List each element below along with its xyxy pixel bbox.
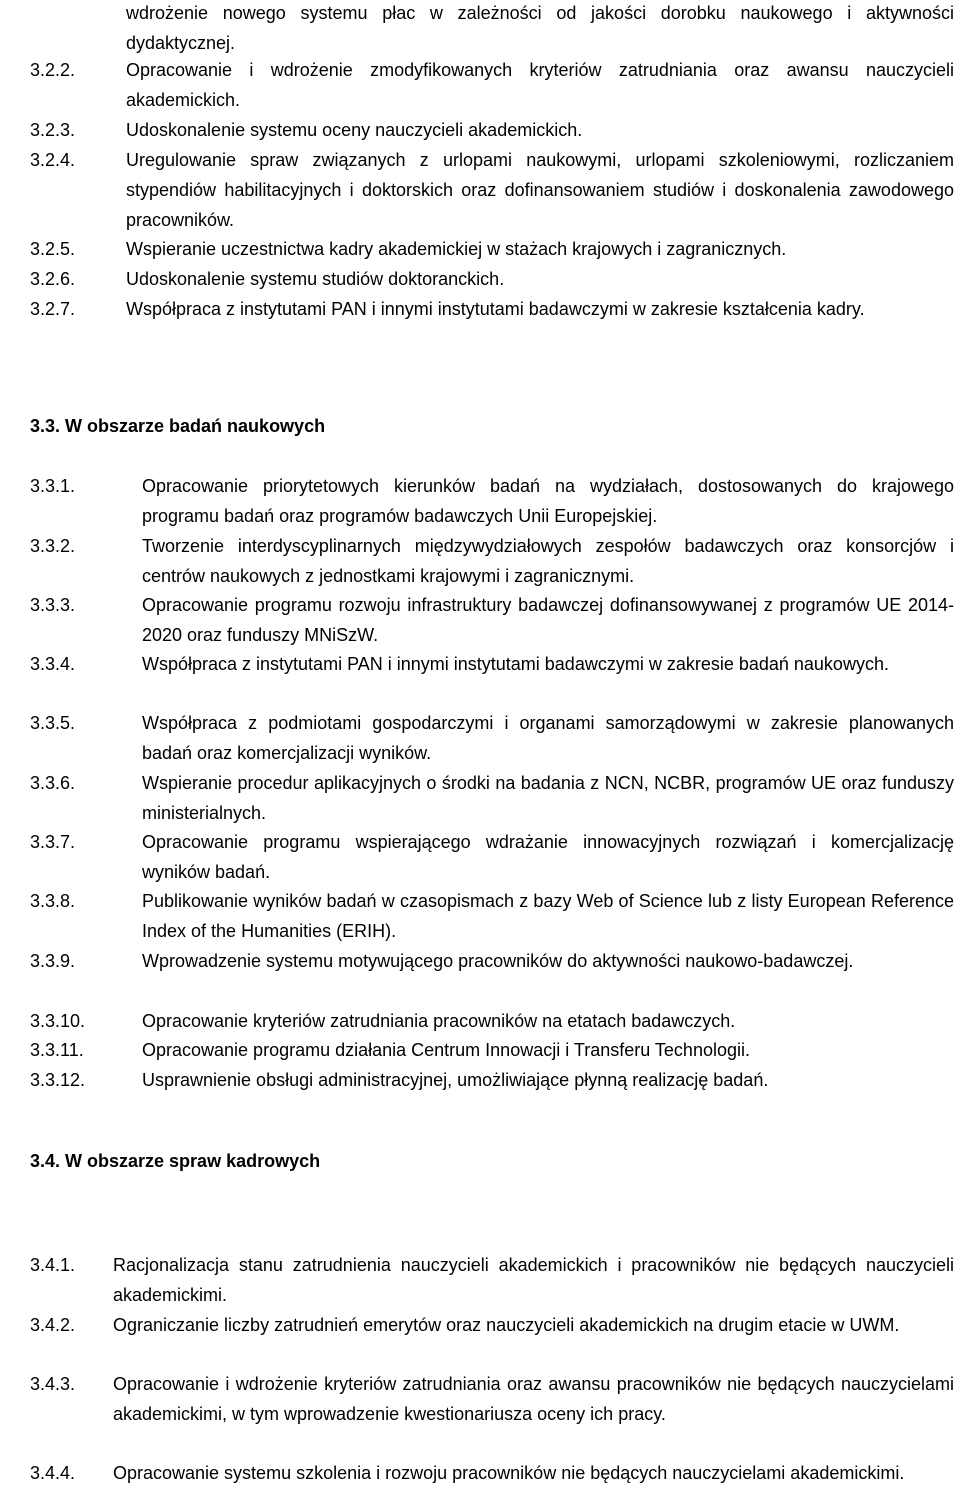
item-text: Usprawnienie obsługi administracyjnej, umożliwiające płynną realizację badań.	[142, 1070, 769, 1090]
item-text: Uregulowanie spraw związanych z urlopami naukowymi, urlopami szkoleniowymi, rozliczaniem stypendiów habilitacyjnych i doktorskich oraz dofinansowaniem studiów i doskonalenia zawodowego pracowników.	[126, 150, 954, 230]
item-text: Opracowanie i wdrożenie zmodyfikowanych kryteriów zatrudniania oraz awansu nauczycieli akademickich.	[126, 60, 954, 110]
list-item-3-3-12	[30, 1065, 954, 1095]
item-text: Opracowanie programu wspierającego wdrażanie innowacyjnych rozwiązań i komercjalizację wyników badań.	[142, 832, 954, 882]
list-item-3-3-11	[30, 1035, 954, 1065]
list-item-3-2-6	[30, 264, 954, 294]
item-text: Wspieranie procedur aplikacyjnych o środki na badania z NCN, NCBR, programów UE oraz funduszy ministerialnych.	[142, 773, 954, 823]
item-number: 3.2.3.	[30, 120, 76, 140]
continuation-text: wdrożenie nowego systemu płac w zależności od jakości dorobku naukowego i aktywności dydaktycznej.	[126, 3, 954, 53]
item-text: Opracowanie i wdrożenie kryteriów zatrudniania oraz awansu pracowników nie będących nauczycielami akademickimi, w tym wprowadzenie kwestionariusza oceny ich pracy.	[113, 1374, 954, 1424]
item-number: 3.2.7.	[30, 299, 76, 319]
item-number: 3.2.2.	[30, 60, 76, 80]
item-number: 3.2.4.	[30, 150, 76, 170]
list-item-3-3-4	[30, 649, 954, 679]
item-number: 3.3.9.	[30, 951, 76, 971]
item-number: 3.3.4.	[30, 654, 76, 674]
item-text: Opracowanie priorytetowych kierunków badań na wydziałach, dostosowanych do krajowego programu badań oraz programów badawczych Unii Europejskiej.	[142, 476, 954, 526]
section-heading-3-4: 3.4. W obszarze spraw kadrowych	[30, 1151, 321, 1171]
item-text: Współpraca z podmiotami gospodarczymi i organami samorządowymi w zakresie planowanych badań oraz komercjalizacji wyników.	[142, 713, 954, 763]
item-text: Opracowanie programu rozwoju infrastruktury badawczej dofinansowywanej z programów UE 2014-2020 oraz funduszy MNiSzW.	[142, 595, 954, 645]
item-text: Udoskonalenie systemu studiów doktoranckich.	[126, 269, 505, 289]
item-text: Opracowanie kryteriów zatrudniania pracowników na etatach badawczych.	[142, 1011, 736, 1031]
item-text: Opracowanie programu działania Centrum Innowacji i Transferu Technologii.	[142, 1040, 750, 1060]
item-number: 3.2.6.	[30, 269, 76, 289]
list-item-3-3-2	[30, 531, 954, 591]
list-item-3-3-5	[30, 708, 954, 768]
item-number: 3.3.8.	[30, 891, 76, 911]
item-text: Współpraca z instytutami PAN i innymi instytutami badawczymi w zakresie kształcenia kadry.	[126, 299, 865, 319]
list-item-3-2-2	[30, 55, 954, 115]
item-number: 3.3.2.	[30, 536, 76, 556]
item-number: 3.3.7.	[30, 832, 76, 852]
item-text: Wprowadzenie systemu motywującego pracowników do aktywności naukowo-badawczej.	[142, 951, 854, 971]
item-number: 3.4.3.	[30, 1374, 76, 1394]
list-item-3-3-9	[30, 946, 954, 976]
item-text: Udoskonalenie systemu oceny nauczycieli akademickich.	[126, 120, 583, 140]
list-item-3-2-3	[30, 115, 954, 145]
section-heading-3-3: 3.3. W obszarze badań naukowych	[30, 416, 326, 436]
list-item-3-2-5	[30, 234, 954, 264]
item-number: 3.4.1.	[30, 1255, 76, 1275]
list-item-3-4-4	[30, 1458, 954, 1488]
item-text: Ograniczanie liczby zatrudnień emerytów oraz nauczycieli akademickich na drugim etacie w UWM.	[113, 1315, 900, 1335]
item-number: 3.4.2.	[30, 1315, 76, 1335]
list-item-3-3-7	[30, 827, 954, 887]
item-number: 3.3.11.	[30, 1040, 84, 1060]
item-text: Współpraca z instytutami PAN i innymi instytutami badawczymi w zakresie badań naukowych.	[142, 654, 889, 674]
item-text: Tworzenie interdyscyplinarnych międzywydziałowych zespołów badawczych oraz konsorcjów i centrów naukowych z jednostkami krajowymi i zagranicznymi.	[142, 536, 954, 586]
list-item-3-2-4	[30, 145, 954, 235]
item-number: 3.3.5.	[30, 713, 76, 733]
list-item-3-3-10	[30, 1006, 954, 1036]
list-item-3-2-7	[30, 294, 954, 324]
list-item-3-4-2	[30, 1310, 954, 1340]
item-number: 3.3.10.	[30, 1011, 86, 1031]
list-item-3-4-1	[30, 1250, 954, 1310]
item-number: 3.2.5.	[30, 239, 76, 259]
item-number: 3.3.1.	[30, 476, 76, 496]
list-item-3-3-6	[30, 768, 954, 828]
item-text: Opracowanie systemu szkolenia i rozwoju pracowników nie będących nauczycielami akademickimi.	[113, 1463, 905, 1483]
item-text: Publikowanie wyników badań w czasopismach z bazy Web of Science lub z listy European Reference Index of the Humanities (ERIH).	[142, 891, 954, 941]
list-item-3-3-1	[30, 471, 954, 531]
item-number: 3.3.3.	[30, 595, 76, 615]
item-number: 3.3.12.	[30, 1070, 86, 1090]
item-text: Wspieranie uczestnictwa kadry akademickiej w stażach krajowych i zagranicznych.	[126, 239, 787, 259]
list-item-3-4-3	[30, 1369, 954, 1429]
item-text: Racjonalizacja stanu zatrudnienia nauczycieli akademickich i pracowników nie będących nauczycieli akademickimi.	[113, 1255, 954, 1305]
item-number: 3.4.4.	[30, 1463, 76, 1483]
list-item-3-3-3	[30, 590, 954, 650]
list-item-3-3-8	[30, 886, 954, 946]
item-number: 3.3.6.	[30, 773, 76, 793]
